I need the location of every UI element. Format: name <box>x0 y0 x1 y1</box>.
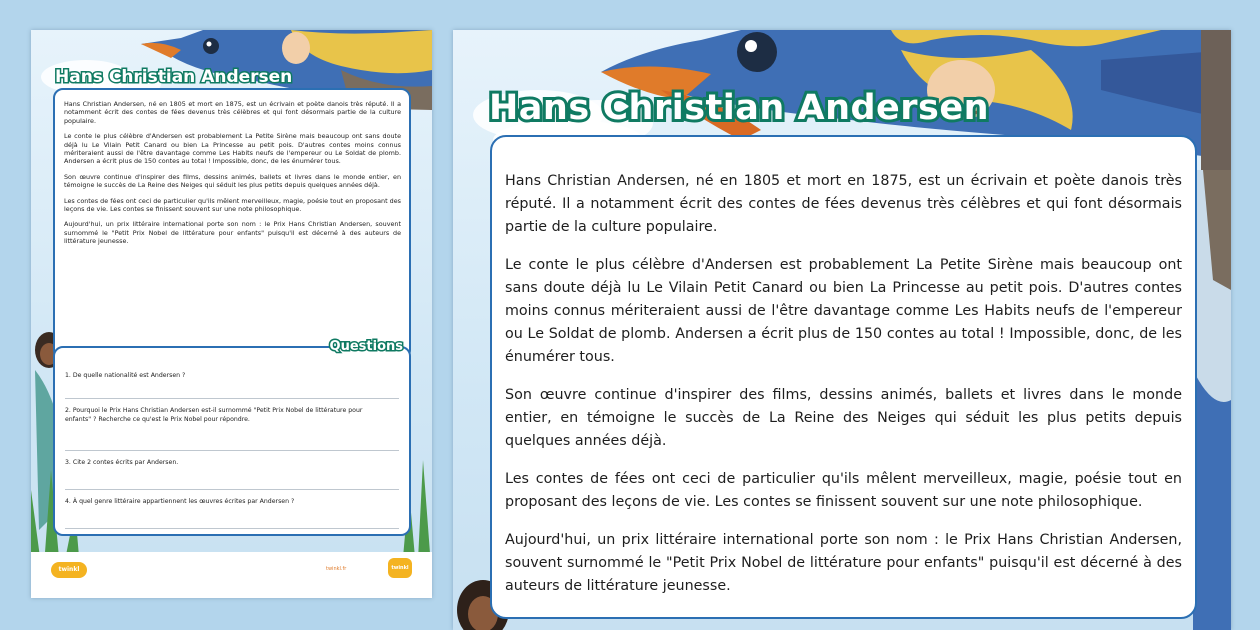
paragraph-2: Le conte le plus célèbre d'Andersen est probablement La Petite Sirène mais beaucoup ont sans doute déjà lu Le Vilain Petit Canard ou bien La Princesse au petit pois. D'autres contes moins connus mériteraient aussi de l'être davantage comme Les Habits neufs de l'empereur ou Le Soldat de plomb. Andersen a écrit plus de 150 contes au total ! Impossible, donc, de les énumérer tous. <box>505 257 1182 365</box>
questions-heading: Questions <box>329 339 403 354</box>
question-item <box>65 399 399 451</box>
twinkl-logo-text: twinkl <box>391 565 409 571</box>
twinkl-logo-text: twinkl <box>58 566 80 573</box>
question-text: 2. Pourquoi le Prix Hans Christian Andersen est-il surnommé "Petit Prix Nobel de littérature pour enfants" ? Recherche ce qu'est le Prix Nobel pour répondre. <box>65 407 363 423</box>
document-body <box>505 170 1182 613</box>
thumbnail-text-card <box>53 88 411 360</box>
text-card <box>490 135 1197 619</box>
worksheet-zoom <box>453 30 1231 630</box>
question-text: 3. Cite 2 contes écrits par Andersen. <box>65 459 179 466</box>
worksheet-thumbnail[interactable] <box>31 30 432 598</box>
question-text: 1. De quelle nationalité est Andersen ? <box>65 372 186 379</box>
question-text: 4. À quel genre littéraire appartiennent les œuvres écrites par Andersen ? <box>65 498 295 505</box>
questions-list <box>65 368 399 529</box>
questions-card <box>53 339 411 536</box>
twinkl-logo <box>51 562 87 578</box>
question-item <box>65 490 399 529</box>
footer-url: twinkl.fr <box>326 566 347 572</box>
thumbnail-paragraph-4: Les contes de fées ont ceci de particulier qu'ils mêlent merveilleux, magie, poésie tout en proposant des leçons de vie. Les contes se finissent souvent sur une note philosophique. <box>64 196 401 214</box>
thumbnail-body <box>64 100 401 253</box>
thumbnail-paragraph-2: Le conte le plus célèbre d'Andersen est probablement La Petite Sirène mais beaucoup ont sans doute déjà lu Le Vilain Petit Canard ou bien La Princesse au petit pois. D'autres contes moins connus mériteraient aussi de l'être davantage comme Les Habits neufs de l'empereur ou Le Soldat de plomb. Andersen a écrit plus de 150 contes au total ! Impossible, donc, de les énumérer tous. <box>64 132 401 166</box>
paragraph-1: Hans Christian Andersen, né en 1805 et mort en 1875, est un écrivain et poète danois très réputé. Il a notamment écrit des contes de fées devenus très célèbres et qui font désormais partie de la culture populaire. <box>505 173 1182 235</box>
thumbnail-paragraph-3: Son œuvre continue d'inspirer des films, dessins animés, ballets et livres dans le monde entier, en témoigne le succès de La Reine des Neiges qui séduit les plus petits depuis quelques années déjà. <box>64 172 401 190</box>
paragraph-4: Les contes de fées ont ceci de particulier qu'ils mêlent merveilleux, magie, poésie tout en proposant des leçons de vie. Les contes se finissent souvent sur une note philosophique. <box>505 471 1182 510</box>
paragraph-5: Aujourd'hui, un prix littéraire international porte son nom : le Prix Hans Christian Andersen, souvent surnommé le "Petit Prix Nobel de littérature pour enfants" puisqu'il est décerné à des auteurs de littérature jeunesse. <box>505 532 1182 594</box>
question-item <box>65 368 399 399</box>
scenery-right <box>1193 170 1231 630</box>
twinkl-logo <box>388 558 412 578</box>
thumbnail-footer <box>31 552 432 598</box>
question-item <box>65 451 399 490</box>
page-title: Hans Christian Andersen <box>489 88 990 128</box>
thumbnail-title: Hans Christian Andersen <box>55 67 293 87</box>
thumbnail-paragraph-1: Hans Christian Andersen, né en 1805 et mort en 1875, est un écrivain et poète danois très réputé. Il a notamment écrit des contes de fées devenus très célèbres et qui font désormais partie de la culture populaire. <box>64 100 401 125</box>
paragraph-3: Son œuvre continue d'inspirer des films, dessins animés, ballets et livres dans le monde entier, en témoigne le succès de La Reine des Neiges qui séduit les plus petits depuis quelques années déjà. <box>505 387 1182 449</box>
thumbnail-paragraph-5: Aujourd'hui, un prix littéraire international porte son nom : le Prix Hans Christian Andersen, souvent surnommé le "Petit Prix Nobel de littérature pour enfants" puisqu'il est décerné à des auteurs de littérature jeunesse. <box>64 220 401 246</box>
